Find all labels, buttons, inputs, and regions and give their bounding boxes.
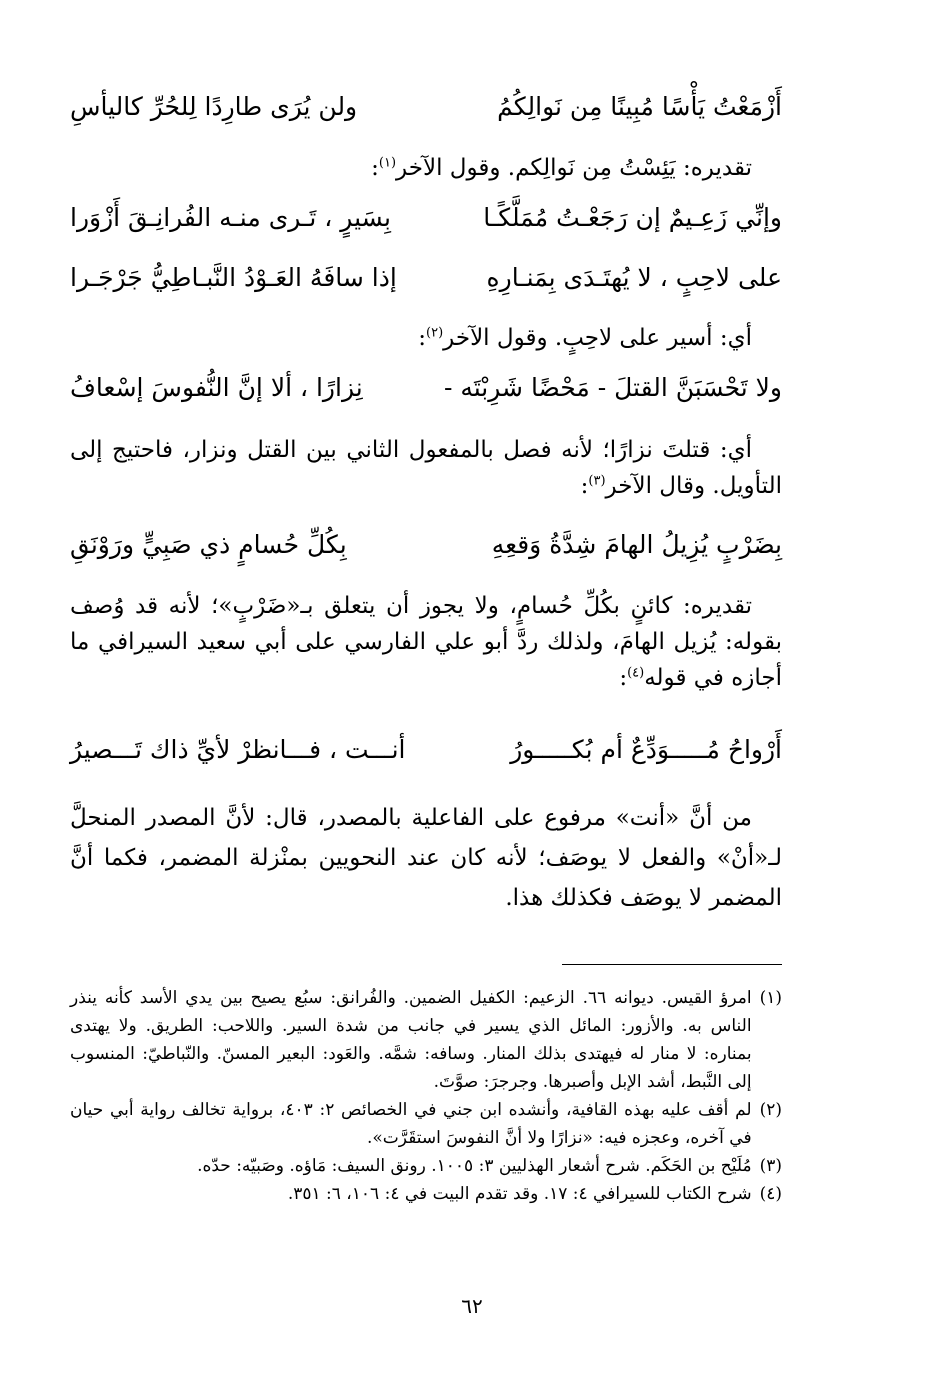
verse-second-hemistich: نِزارًا ، ألا إنَّ النُّفوسَ إسْعافُ [70,373,363,402]
footnote-text: لم أقف عليه بهذه القافية، وأنشده ابن جني في الخصائص ٢: ٤٠٣، برواية تخالف رواية أبي حيان في آخره، وعجزه فيه: «نزارًا ولا أنَّ النفوسَ استقَرَّت». [70,1100,752,1148]
verse-first-hemistich: ولا تَحْسَبَنَّ القتلَ - مَحْضًا شَرِبْتَه - [443,373,782,402]
prose-text: تقديره: يَئِسْتُ مِن نَوالِكم. وقول الآخر [396,155,752,181]
footnote-number: (٣) [759,1156,782,1176]
verse-line [70,92,782,122]
footnotes [70,984,782,1208]
paragraph-text: أي: قتلتَ نزارًا؛ لأنه فصل بالمفعول الثاني بين القتل ونزار، فاحتيج إلى التأويل. وقال الآخر [70,437,782,499]
verse-first-hemistich: أَرْواحُ مُـــــوَدِّعٌ أم بُكـــــورُ [510,735,782,764]
verse-line [70,263,782,293]
footnote-ref: (٢) [426,325,444,341]
footnote-item [70,984,782,1096]
verse-first-hemistich: بِضَرْبٍ يُزِيلُ الهامَ شِدَّةُ وَقعِهِ [491,530,782,559]
footnote-ref: (٣) [588,473,606,489]
verse-second-hemistich: بِسَيرٍ ، تَـرى منـه الفُرانِـقَ أَزْوَرا [70,203,391,232]
page-number: ٦٢ [461,1294,483,1318]
footnote-item [70,1180,782,1208]
verse-second-hemistich: ولن يُرَى طارِدًا لِلحُرِّ كاليأسِ [70,92,358,121]
footnote-number: (٤) [759,1184,782,1204]
verse-line [70,735,782,765]
paragraph-text: تقديره: كائنٍ بكُلِّ حُسامٍ، ولا يجوز أن يتعلق بـ«ضَرْبٍ»؛ لأنه قد وُصف بقوله: يُزيل الهامَ، ولذلك ردَّ أبو علي الفارسي على أبي سعيد السيرافي ما أجازه في قوله [70,593,782,691]
prose-tail: : [371,155,379,181]
prose-line [70,320,782,356]
prose-text: أي: أسير على لاحِبٍ. وقول الآخر [443,325,752,351]
prose-tail: : [418,325,427,351]
footnote-ref: (٤) [627,665,645,681]
footnote-text: مُلَيْح بن الحَكَم. شرح أشعار الهذليين ٣: ١٠٠٥. رونق السيف: مَاؤه. وصَبيّه: حدّه. [197,1156,752,1176]
prose-line [70,150,782,186]
footnote-text: امرؤ القيس. ديوانه ٦٦. الزعيم: الكفيل الضمين. والفُرانق: سبُع يصيح بين يدي الأسد كأنه ينذر الناس به. والأزور: المائل الذي يسير في جانب من شدة السير. واللاحب: الطريق. ولا يهتدى بمناره: لا منار له فيهتدى بذلك المنار. وسافه: شمَّه. والعَود: البعير المسنّ. والنّباطيّ: المنسوب إلى النَّبط، أشد الإبل وأصبرها. وجرجرَ: صوَّتَ. [70,988,752,1092]
verse-first-hemistich: على لاحِبٍ ، لا يُهتَـدَى بِمَنـارِهِ [486,263,782,292]
footnote-item [70,1152,782,1180]
footnote-number: (١) [759,988,782,1008]
footnote-item [70,1096,782,1152]
footnote-number: (٢) [759,1100,782,1120]
verse-line [70,530,782,560]
paragraph: تقديره: كائنٍ بكُلِّ حُسامٍ، ولا يجوز أن يتعلق بـ«ضَرْبٍ»؛ لأنه قد وُصف بقوله: يُزيل الهامَ، ولذلك ردَّ أبو علي الفارسي على أبي سعيد السيرافي ما أجازه في قوله$^{(٤)}$: [70,593,782,691]
verse-second-hemistich: أنـــت ، فـــانظرْ لأيِّ ذاك تَـــصيرُ [70,735,406,764]
footnote-text: شرح الكتاب للسيرافي ٤: ١٧. وقد تقدم البيت في ٤: ١٠٦، ٦: ٣٥١. [287,1184,752,1204]
verse-first-hemistich: أَزْمَعْتُ يَأْسًا مُبِينًا مِن نَوالِكُمُ [497,92,782,121]
verse-line [70,203,782,233]
verse-second-hemistich: إذا سافَهُ العَـوْدُ النَّبـاطِيُّ جَرْجَـرا [70,263,397,292]
footnote-ref: (١) [378,155,397,171]
footnote-divider [562,964,782,965]
verse-first-hemistich: وإنِّي زَعِـيمٌ إن رَجَعْـتُ مُمَلَّكًـا [483,203,782,232]
paragraph: أي: قتلتَ نزارًا؛ لأنه فصل بالمفعول الثاني بين القتل ونزار، فاحتيج إلى التأويل. وقال الآخر$^{(٣)}$: [70,437,782,499]
paragraph [70,798,782,918]
paragraph-text: من أنَّ «أنت» مرفوع على الفاعلية بالمصدر، قال: لأنَّ المصدر المنحلَّ لـ«أنْ» والفعل لا يوصَف؛ لأنه كان عند النحويين بمنْزلة المضمر، فكما أنَّ المضمر لا يوصَف فكذلك هذا. [70,805,782,911]
verse-line [70,373,782,403]
verse-second-hemistich: بِكُلِّ حُسامٍ ذي صَبِيٍّ ورَوْنَقِ [70,530,347,559]
